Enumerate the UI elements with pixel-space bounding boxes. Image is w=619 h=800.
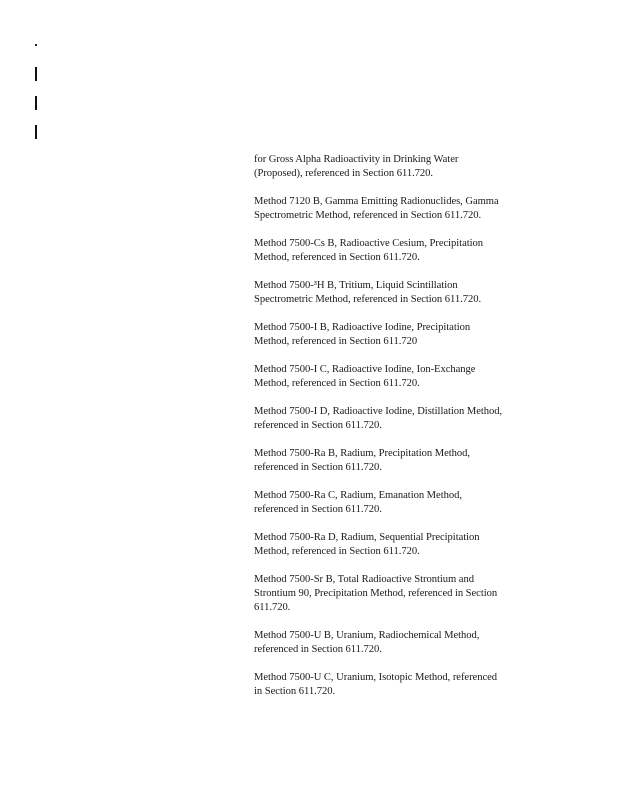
entry-line: Method 7500-U C, Uranium, Isotopic Method, referenced — [254, 672, 498, 683]
change-bar — [35, 125, 37, 139]
method-entry — [254, 671, 554, 699]
entry-line: referenced in Section 611.720. — [254, 462, 382, 473]
entry-line: Method 7500-Cs B, Radioactive Cesium, Precipitation — [254, 238, 484, 249]
method-entry — [254, 573, 554, 615]
method-entry — [254, 363, 554, 391]
entry-line: referenced in Section 611.720. — [254, 420, 382, 431]
method-entry — [254, 531, 554, 559]
continuation-entry — [254, 153, 554, 181]
method-entry — [254, 629, 554, 657]
method-entry — [254, 447, 554, 475]
entry-line: (Proposed), referenced in Section 611.720. — [254, 168, 434, 179]
entry-line: Method, referenced in Section 611.720. — [254, 546, 420, 557]
entry-line: 611.720. — [254, 602, 291, 613]
entry-line: Method, referenced in Section 611.720. — [254, 378, 420, 389]
entry-line: referenced in Section 611.720. — [254, 504, 382, 515]
entry-line: Spectrometric Method, referenced in Section 611.720. — [254, 294, 482, 305]
method-entry — [254, 321, 554, 349]
entry-line: Method 7500-I D, Radioactive Iodine, Distillation Method, — [254, 406, 503, 417]
entry-line: Method 7120 B, Gamma Emitting Radionuclides, Gamma — [254, 196, 499, 207]
entry-line: Method, referenced in Section 611.720. — [254, 252, 420, 263]
entry-line: Method 7500-Ra C, Radium, Emanation Method, — [254, 490, 462, 501]
entry-line: Method 7500-Ra B, Radium, Precipitation Method, — [254, 448, 470, 459]
entry-line: Method, referenced in Section 611.720 — [254, 336, 418, 347]
method-list — [254, 153, 554, 713]
entry-line: for Gross Alpha Radioactivity in Drinking Water — [254, 154, 459, 165]
entry-line: Method 7500-U B, Uranium, Radiochemical Method, — [254, 630, 480, 641]
entry-line: referenced in Section 611.720. — [254, 644, 382, 655]
entry-line: Method 7500-I C, Radioactive Iodine, Ion-Exchange — [254, 364, 476, 375]
entry-line: Method 7500-Sr B, Total Radioactive Strontium and — [254, 574, 474, 585]
change-bar — [35, 67, 37, 81]
method-entry — [254, 405, 554, 433]
method-entry — [254, 195, 554, 223]
entry-line: Spectrometric Method, referenced in Section 611.720. — [254, 210, 482, 221]
method-entry — [254, 279, 554, 307]
method-entry — [254, 237, 554, 265]
entry-line: in Section 611.720. — [254, 686, 336, 697]
margin-dot — [35, 44, 37, 46]
entry-line: Method 7500-I B, Radioactive Iodine, Precipitation — [254, 322, 471, 333]
entry-line: Method 7500-³H B, Tritium, Liquid Scintillation — [254, 280, 458, 291]
method-entry — [254, 489, 554, 517]
entry-line: Strontium 90, Precipitation Method, referenced in Section — [254, 588, 498, 599]
entry-line: Method 7500-Ra D, Radium, Sequential Precipitation — [254, 532, 480, 543]
change-bar — [35, 96, 37, 110]
